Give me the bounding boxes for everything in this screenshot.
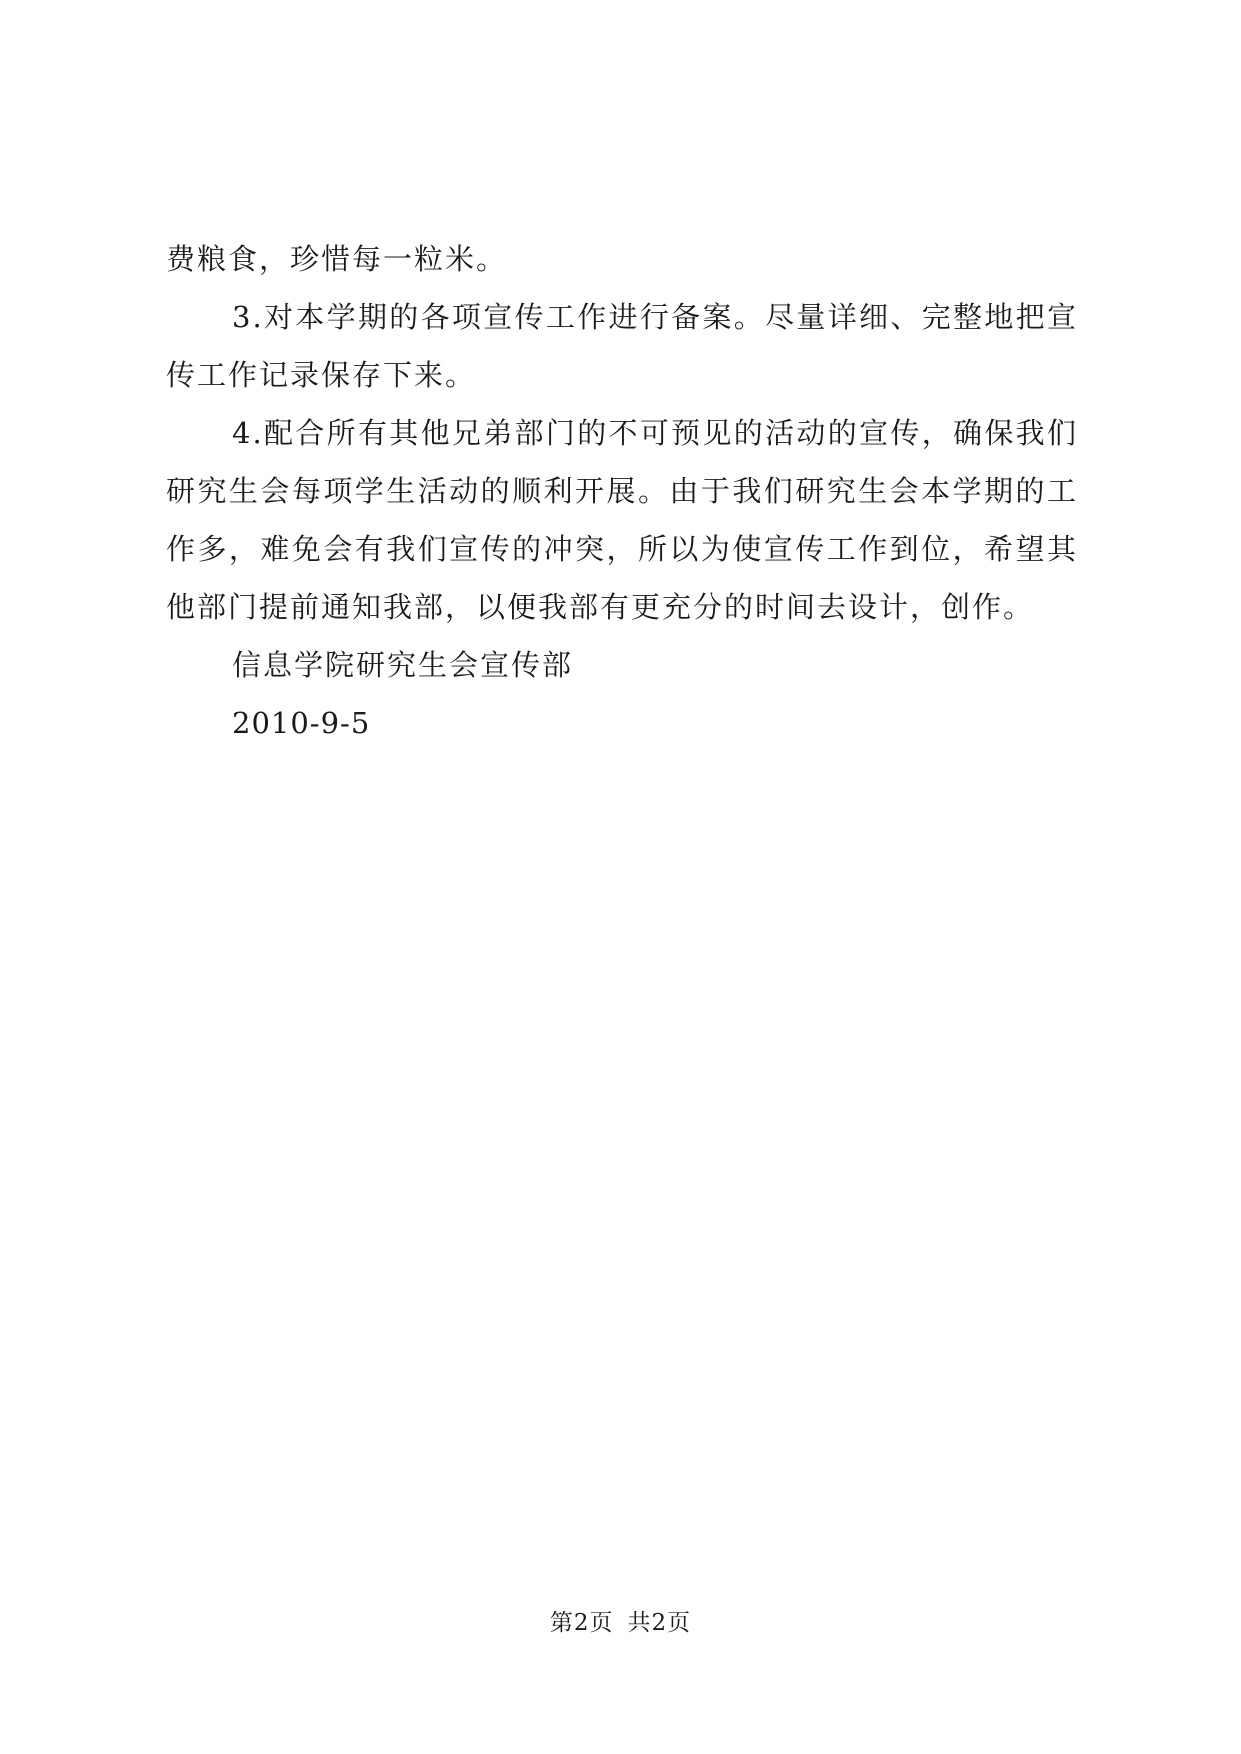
paragraph-item-3: 3.对本学期的各项宣传工作进行备案。尽量详细、完整地把宣传工作记录保存下来。: [166, 300, 1078, 392]
page-number-current: 第2页: [549, 1610, 614, 1636]
document-body: [166, 230, 1078, 752]
paragraph-item-4: 4.配合所有其他兄弟部门的不可预见的活动的宣传，确保我们研究生会每项学生活动的顺利开展。由于我们研究生会本学期的工作多，难免会有我们宣传的冲突，所以为使宣传工作到位，希望其他部门提前通知我部，以便我部有更充分的时间去设计，创作。: [166, 416, 1078, 624]
page-number-total: 共2页: [627, 1610, 692, 1636]
paragraph-continued: 费粮食，珍惜每一粒米。: [166, 242, 508, 276]
signature-line: 信息学院研究生会宣传部: [232, 648, 574, 682]
date-line: 2010-9-5: [232, 706, 371, 740]
page-footer: [0, 1608, 1241, 1638]
